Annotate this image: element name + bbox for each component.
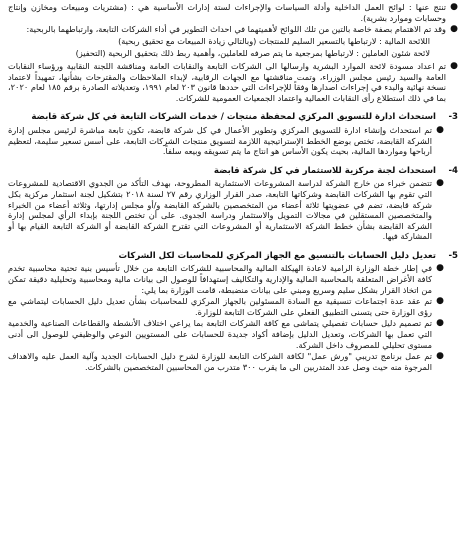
bullet-icon: ● (450, 2, 458, 12)
section-bullet: ● تم عمل برنامج تدريبي "ورش عمل" لكافة الشركات التابعة للوزارة لشرح دليل الحسابات الجديد وآلية العمل عليه والاهداف المرجوة منه حيث وصل عدد المتدربين الى ما يقرب ٣٠٠ متدرب من المحاسبين المتخصصين بالشركات. (8, 351, 444, 372)
section-5 (8, 251, 458, 373)
section-3 (8, 112, 458, 156)
intro-sub-item: لائحة شئون العاملين : لارتباطها بمرجعية ما يتم صرفه للعاملين، وأهمية ربط ذلك بتحقيق الربحية (التحفيز) (75, 48, 430, 59)
section-bullet: ● تم استحداث وإنشاء ادارة للتسويق المركزي وتطوير الأعمال في كل شركة قابضة، تكون تابعة مباشرة لرئيس مجلس إدارة الشركة القابضة، تختص بوضع الخطط الإستراتيجية اللازمة لتسويق منتجات الشركات التابعة، على أسس تسعير سليمة، لتعظيم أرباحها ومواردها المالية، بحيث يكون الأساس هو انتاج ما يتم تسويقه وبيعه سلفاً. (8, 124, 444, 157)
bullet-icon: ● (436, 124, 444, 135)
intro-bullet: ● وقد تم الاهتمام بصفة خاصة بالتين من تلك اللوائح لأهميتهما في احداث التطوير في أداء الشركات التابعة، وارتباطهما بالربحية: (26, 24, 458, 35)
section-heading: -4 استحداث لجنة مركزية للاستثمار في كل شركة قابضة (213, 165, 458, 176)
section-bullet: ● تم تصميم دليل حسابات تفصيلي يتماشى مع كافة الشركات التابعة بما يراعي اختلاف الأنشطة والقطاعات الصناعية والخدمية التي تعمل بها الشركات، وتعديل الدليل بإضافة أكواد جديدة للحسابات على المستويين النوعي والوظيفي للوصول الى أدنى مستوى تحليلي للمصروف داخل الشركة. (8, 318, 444, 350)
section-bullet: ● تتضمن خبراء من خارج الشركة لدراسة المشروعات الاستثمارية المطروحة، بهدف التأكد من الجدوي الاقتصادية للمشروعات التي تقوم بها الشركات القابضة وشركاتها التابعة، صدر القرار الوزاري رقم ٢٧ لسنة ٢٠١٨ بتشكيل لجنة استثمار مركزية بكل شركة قابضة، تضم في عضويتها ثلاثة أعضاء من المتخصصين بالشركة القابضة و/أو مجلس إدارتها، وثلاثة أعضاء من الخبراء والمتخصصين المستقلين في مجالات التمويل والاستثمار ودراسة الجدوى. على أن تختص اللجنة بإبداء الرأي لمجلس إدارة الشركة القابضة بشأن خطط الشركة الاستثمارية أو المشروعات التي تقترح الشركة القابضة أو الشركة التابعة القيام بها أو المشاركة فيها. (8, 178, 444, 242)
bullet-icon: ● (450, 60, 458, 71)
intro-sub-item: اللائحة المالية : لارتباطها بالتسعير السليم للمنتجات (وبالتالي زيادة المبيعات مع تحقيق ربحية) (118, 35, 430, 46)
intro-bullet: ● تنتج عنها : لوائح العمل الداخلية وأدلة السياسات والإجراءات لستة إدارات الأساسية هي : (مشتريات ومبيعات ومخازن وإنتاج وحسابات وموارد بشرية). (8, 2, 458, 23)
bullet-icon: ● (436, 296, 444, 307)
section-heading: -5 تعديل دليل الحسابات بالتنسيق مع الجهاز المركزي للمحاسبات لكل الشركات (118, 250, 458, 261)
section-4 (8, 166, 458, 242)
bullet-icon: ● (436, 318, 444, 329)
section-heading: -3 استحداث ادارة للتسويق المركزي لمحفظة منتجات / خدمات الشركات التابعة في كل شركة قابضة (31, 112, 458, 123)
bullet-icon: ● (436, 351, 444, 362)
section-bullet: ● تم عقد عدة اجتماعات تنسيقية مع السادة المسئولين بالجهاز المركزي للمحاسبات بشأن تعديل دليل الحسابات ليتماشي مع رؤى الوزارة حتى يتسنى التطبيق الفعلي على الشركات التابعة للوزارة. (8, 296, 444, 317)
bullet-icon: ● (436, 263, 444, 274)
intro-bullet: ● تم اعداد مسودة لائحة الموارد البشرية وارسالها الى الشركات التابعة والنقابات العامة ومناقشة اللجنة النقابية ورؤساء النقابات العامة والسيد رئيس مجلس الوزراء، وتمت مناقشتها مع الجهات الرقابية، لإبداء الملاحظات والمقترحات بشأنها، تمهيداً لاعتماد نسخة نهائية والبدء في إجراءات اصدارها وفقاً للإجراءات التي حددها قانون ٢٠٣ لعام ١٩٩١، وتعديلاته الصادرة برقم ١٨٥ لعام ٢٠٢٠، بما في ذلك استطلاع رأى النقابات العمالية واعتماد الجمعيات العمومية للشركات. (8, 60, 458, 103)
section-bullet: ● في إطار خطة الوزارة الرامية لاعادة الهيكلة المالية والمحاسبية للشركات التابعة من خلال تأسيس بنية تحتية محاسبية تخدم كافة الأغراض المتعلقة بالمحاسبة المالية والإدارية والتكاليف إستهدافاً للوصول الى بيانات مالية ومحاسبية وتحليلية دقيقة تمكن من اتخاذ القرار بشكل سليم وسريع ومبني على بيانات منضبطة، قامت الوزارة بما يلي: (8, 263, 444, 295)
bullet-icon: ● (436, 178, 444, 189)
bullet-icon: ● (450, 24, 458, 35)
